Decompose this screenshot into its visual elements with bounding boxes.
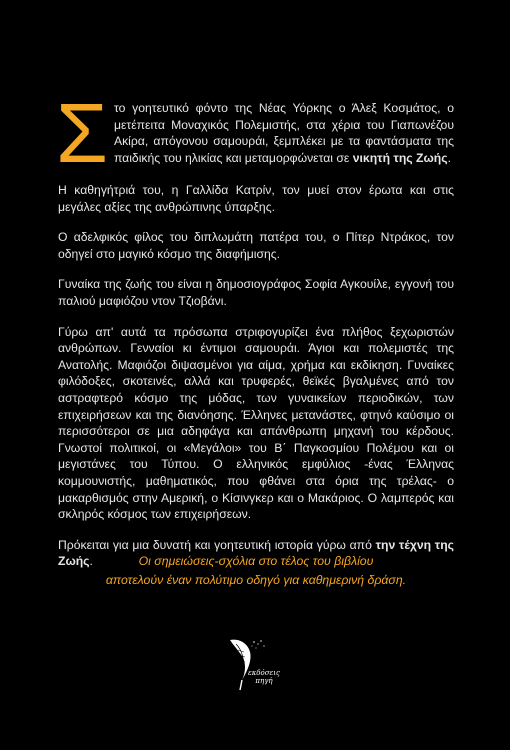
publisher-line-1: εκδόσεις xyxy=(248,669,280,677)
tagline-line-2: αποτελούν έναν πολύτιμο οδηγό για καθημερινή δράση. xyxy=(105,573,407,587)
paragraph-5: Γύρω απ' αυτά τα πρόσωπα στριφογυρίζει ένα πλήθος ξεχωριστών ανθρώπων. Γενναίοι κι έντιμοι σαμουράι. Άγιοι και πολεμιστές της Ανατολής. Μαφιόζοι διψασμένοι για αίμα, χρήμα και εκδίκηση. Γυναίκες φιλόδοξες, σκοτεινές, αλλά και τρυφερές, θεϊκές βγαλμένες από τον αστραφτερό κόσμο της μόδας, των γυναικείων περιοδικών, των επιχειρήσεων και της διανόησης. Έλληνες μετανάστες, φτηνό καύσιμο οι περισσότεροι σε μια αδηφάγα και απάνθρωπη μηχανή του κέρδους. Γνωστοί πολιτικοί, οι «Μεγάλοι» του Β΄ Παγκοσμίου Πολέμου και οι μεγιστάνες του Τύπου. Ο ελληνικός εμφύλιος -ένας Έλληνας κομμουνιστής, μαθηματικός, που φθάνει στα όρια της τρέλας- ο μακαρθισμός στην Αμερική, ο Κίσινγκερ και ο Μακάριος. Ο λαμπερός και σκληρός κόσμος των επιχειρήσεων. xyxy=(58,324,454,522)
tagline xyxy=(58,552,454,590)
paragraph-1-text: το γοητευτικό φόντο της Νέας Υόρκης ο Άλεξ Κοσμάτος, ο μετέπειτα Μοναχικός Πολεμιστής, στα χέρια του Γιαπωνέζου Ακίρα, απόγονου σαμουράι, ξεμπλέκει με τα φαντάσματα της παιδικής του ηλικίας και μεταμορφώνεται σε xyxy=(113,101,454,165)
quill-feather-icon xyxy=(226,636,288,694)
paragraph-6-text: Πρόκειται για μια δυνατή και γοητευτική ιστορία γύρω από xyxy=(58,537,376,552)
tagline-line-1: Οι σημειώσεις-σχόλια στο τέλος του βιβλίου xyxy=(138,554,374,568)
paragraph-1 xyxy=(56,86,454,180)
paragraph-4: Γυναίκα της ζωής του είναι η δημοσιογράφος Σοφία Αγκουίλε, εγγονή του παλιού μαφιόζου ντον Τζιοβάνι. xyxy=(58,277,454,308)
paragraph-1-end: . xyxy=(447,150,451,165)
paragraph-2: Η καθηγήτριά του, η Γαλλίδα Κατρίν, τον μυεί στον έρωτα και στις μεγάλες αξίες της ανθρώπινης ύπαρξης. xyxy=(58,183,454,214)
paragraph-3: Ο αδελφικός φίλος του διπλωμάτη πατέρα του, ο Πίτερ Ντράκος, τον οδηγεί στο μαγικό κόσμο της διαφήμισης. xyxy=(58,230,454,261)
publisher-line-2: πηγή xyxy=(255,677,273,685)
paragraph-6-bold: την τέχνη της Ζωής xyxy=(58,537,454,569)
drop-cap: Σ xyxy=(56,86,108,180)
paragraph-1-bold: νικητή της Ζωής xyxy=(352,150,448,165)
publisher-name xyxy=(240,669,288,685)
paragraph-6-end: . xyxy=(89,554,93,569)
publisher-logo xyxy=(226,636,288,694)
blurb-text xyxy=(56,86,454,584)
